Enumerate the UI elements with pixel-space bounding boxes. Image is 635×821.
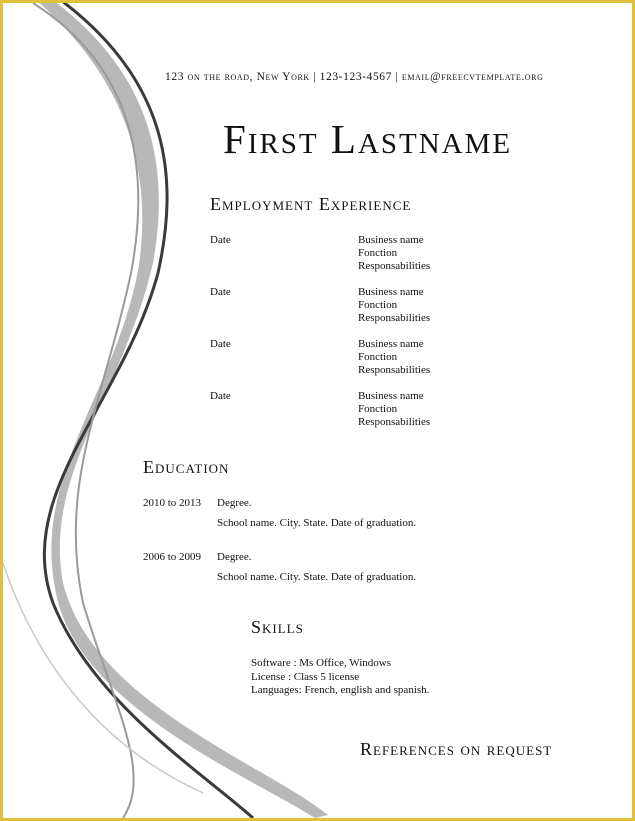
employment-business: Business name	[358, 338, 424, 350]
employment-details	[358, 286, 430, 325]
employment-details	[358, 338, 430, 377]
employment-business: Business name	[358, 286, 424, 298]
skills-list	[251, 657, 429, 698]
employment-function: Fonction	[358, 247, 398, 259]
employment-date: Date	[210, 338, 231, 350]
education-list	[143, 497, 503, 605]
education-years: 2006 to 2009	[143, 551, 202, 563]
contact-line: 123 on the road, New York | 123-123-4567 | email@freecvtemplate.org	[165, 71, 544, 83]
skill-languages: Languages: French, english and spanish.	[251, 684, 430, 696]
employment-date: Date	[210, 390, 231, 402]
education-entry	[143, 551, 503, 605]
education-school: School name. City. State. Date of graduation.	[217, 571, 417, 583]
employment-function: Fonction	[358, 403, 398, 415]
employment-business: Business name	[358, 234, 424, 246]
employment-section-title: Employment Experience	[210, 194, 412, 214]
candidate-name: First Lastname	[223, 116, 513, 162]
employment-responsibilities: Responsabilities	[358, 364, 431, 376]
skills-section-title: Skills	[251, 617, 304, 637]
employment-function: Fonction	[358, 299, 398, 311]
education-section-title: Education	[143, 457, 230, 477]
employment-responsibilities: Responsabilities	[358, 312, 431, 324]
education-years: 2010 to 2013	[143, 497, 202, 509]
skill-license: License : Class 5 license	[251, 670, 360, 683]
education-school: School name. City. State. Date of graduation.	[217, 517, 417, 529]
employment-list	[210, 234, 510, 442]
references-note: References on request	[360, 739, 553, 759]
education-entry	[143, 497, 503, 551]
employment-details	[358, 234, 430, 273]
employment-function: Fonction	[358, 351, 398, 363]
employment-responsibilities: Responsabilities	[358, 260, 431, 272]
employment-responsibilities: Responsabilities	[358, 416, 431, 428]
employment-date: Date	[210, 234, 231, 246]
employment-details	[358, 390, 430, 429]
education-degree: Degree.	[217, 551, 252, 563]
employment-business: Business name	[358, 390, 424, 402]
employment-entry	[210, 390, 510, 442]
education-degree: Degree.	[217, 497, 252, 509]
skill-software: Software : Ms Office, Windows	[251, 657, 391, 669]
employment-entry	[210, 286, 510, 338]
employment-entry	[210, 234, 510, 286]
employment-entry	[210, 338, 510, 390]
employment-date: Date	[210, 286, 231, 298]
